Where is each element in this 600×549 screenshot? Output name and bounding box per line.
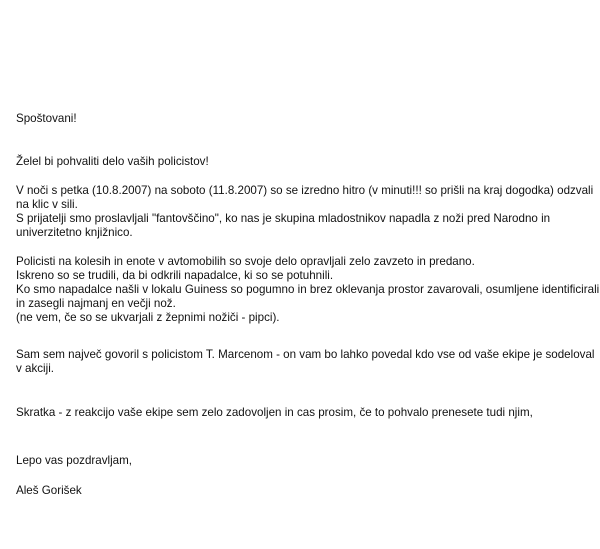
closing-text: Lepo vas pozdravljam, (16, 454, 132, 467)
paragraph-incident (16, 184, 592, 240)
paragraph-summary (16, 406, 592, 420)
paragraph-line: (ne vem, če so se ukvarjali z žepnimi nožiči - pipci). (16, 311, 280, 324)
intro-sentence (16, 155, 592, 169)
paragraph-line: na klic v sili. (16, 198, 78, 211)
paragraph-line: univerzitetno knjižnico. (16, 226, 133, 239)
paragraph-line: V noči s petka (10.8.2007) na soboto (11.8.2007) so se izredno hitro (v minuti!!! so prišli na kraj dogodka) odzvali (16, 184, 594, 197)
signature-text: Aleš Gorišek (16, 484, 82, 497)
paragraph-line: in zasegli najmanj en večji nož. (16, 297, 176, 310)
letter-body (16, 0, 600, 549)
closing (16, 454, 592, 468)
greeting-text: Spoštovani! (16, 112, 77, 125)
paragraph-line: Sam sem največ govoril s policistom T. Marcenom - on vam bo lahko povedal kdo vse od vaše ekipe je sodeloval (16, 348, 595, 361)
paragraph-line: v akciji. (16, 362, 55, 375)
paragraph-officer (16, 348, 595, 376)
paragraph-police-work (16, 255, 600, 325)
intro-text: Želel bi pohvaliti delo vaših policistov! (16, 155, 209, 168)
signature (16, 484, 592, 498)
paragraph-line: Iskreno so se trudili, da bi odkrili napadalce, ki so se potuhnili. (16, 269, 334, 282)
paragraph-line: S prijatelji smo proslavljali "fantovščino", ko nas je skupina mladostnikov napadla z noži pred Narodno in (16, 212, 551, 225)
paragraph-line: Policisti na kolesih in enote v avtomobilih so svoje delo opravljali zelo zavzeto in predano. (16, 255, 475, 268)
greeting (16, 112, 592, 126)
paragraph-line: Ko smo napadalce našli v lokalu Guiness so pogumno in brez oklevanja prostor zavarovali, osumljene identificirali (16, 283, 600, 296)
summary-text: Skratka - z reakcijo vaše ekipe sem zelo zadovoljen in cas prosim, če to pohvalo prenesete tudi njim, (16, 406, 533, 419)
